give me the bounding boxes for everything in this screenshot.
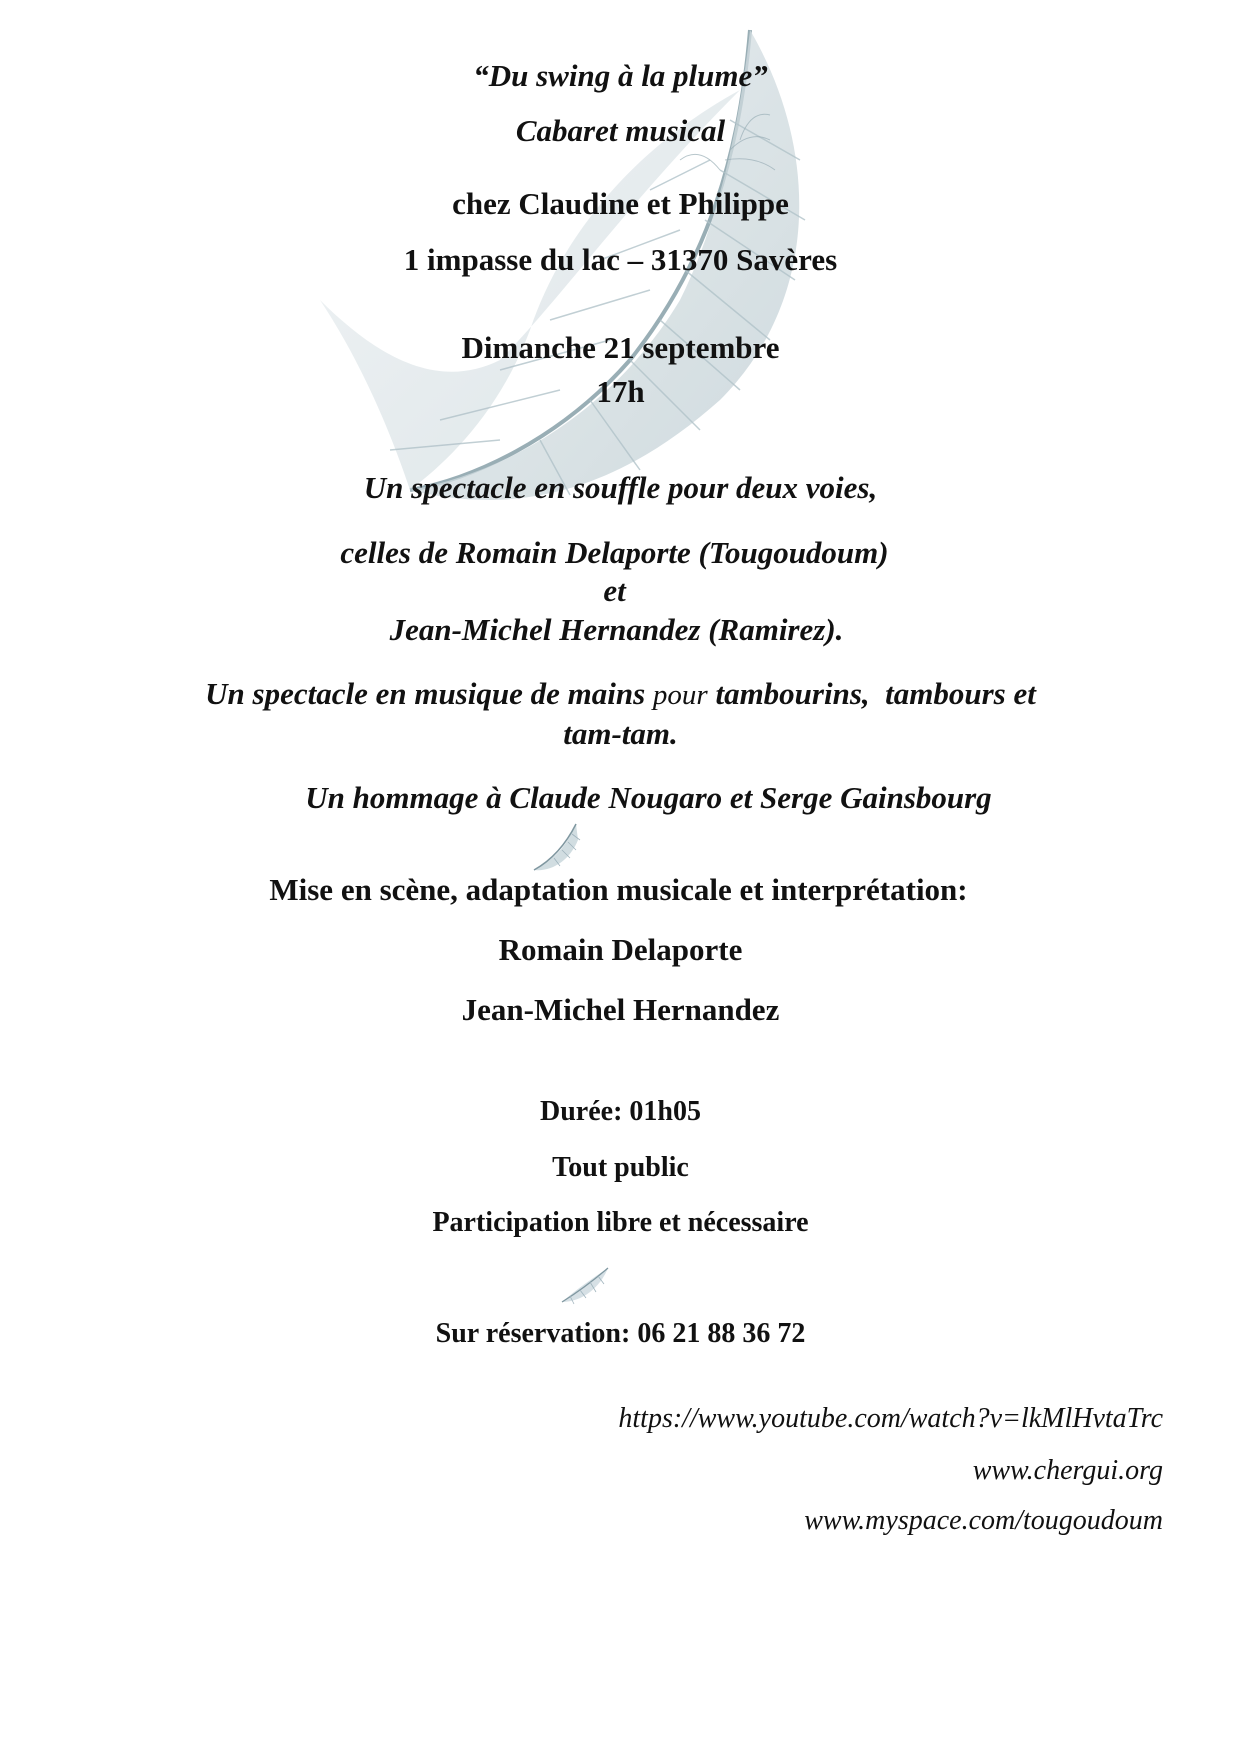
credits-heading: Mise en scène, adaptation musicale et interprétation: [269,872,968,907]
event-date: Dimanche 21 septembre [461,330,780,365]
myspace-link[interactable]: www.myspace.com/tougoudoum [804,1505,1163,1536]
description-line-3: et [603,573,626,608]
description-line-5-start: Un spectacle en musique de mains [205,676,653,711]
duration-text: Durée: 01h05 [540,1096,701,1127]
participation-text: Participation libre et nécessaire [432,1207,809,1238]
tribute-line: Un hommage à Claude Nougaro et Serge Gainsbourg [305,780,992,815]
feather-icon [556,1262,614,1314]
event-subtitle: Cabaret musical [515,113,726,148]
description-line-4: Jean-Michel Hernandez (Ramirez). [389,612,844,647]
youtube-link[interactable]: https://www.youtube.com/watch?v=lkMlHvtaTrc [618,1403,1163,1434]
feather-icon [528,820,588,878]
description-line-6: tam-tam. [563,716,678,751]
description-line-1: Un spectacle en souffle pour deux voies, [363,470,878,505]
description-line-5-end: tambourins, tambours et [707,676,1036,711]
description-line-5 [0,676,1241,712]
chergui-link[interactable]: www.chergui.org [972,1455,1163,1486]
credits-name-2: Jean-Michel Hernandez [461,992,780,1027]
venue-name: chez Claudine et Philippe [452,186,789,221]
event-time: 17h [596,374,645,409]
event-title: “Du swing à la plume” [473,58,768,93]
description-line-2: celles de Romain Delaporte (Tougoudoum) [340,535,889,570]
credits-name-1: Romain Delaporte [498,932,743,967]
audience-text: Tout public [552,1152,689,1183]
venue-address: 1 impasse du lac – 31370 Savères [403,242,838,277]
description-line-5-pour: pour [652,679,708,711]
reservation-text: Sur réservation: 06 21 88 36 72 [435,1318,806,1349]
